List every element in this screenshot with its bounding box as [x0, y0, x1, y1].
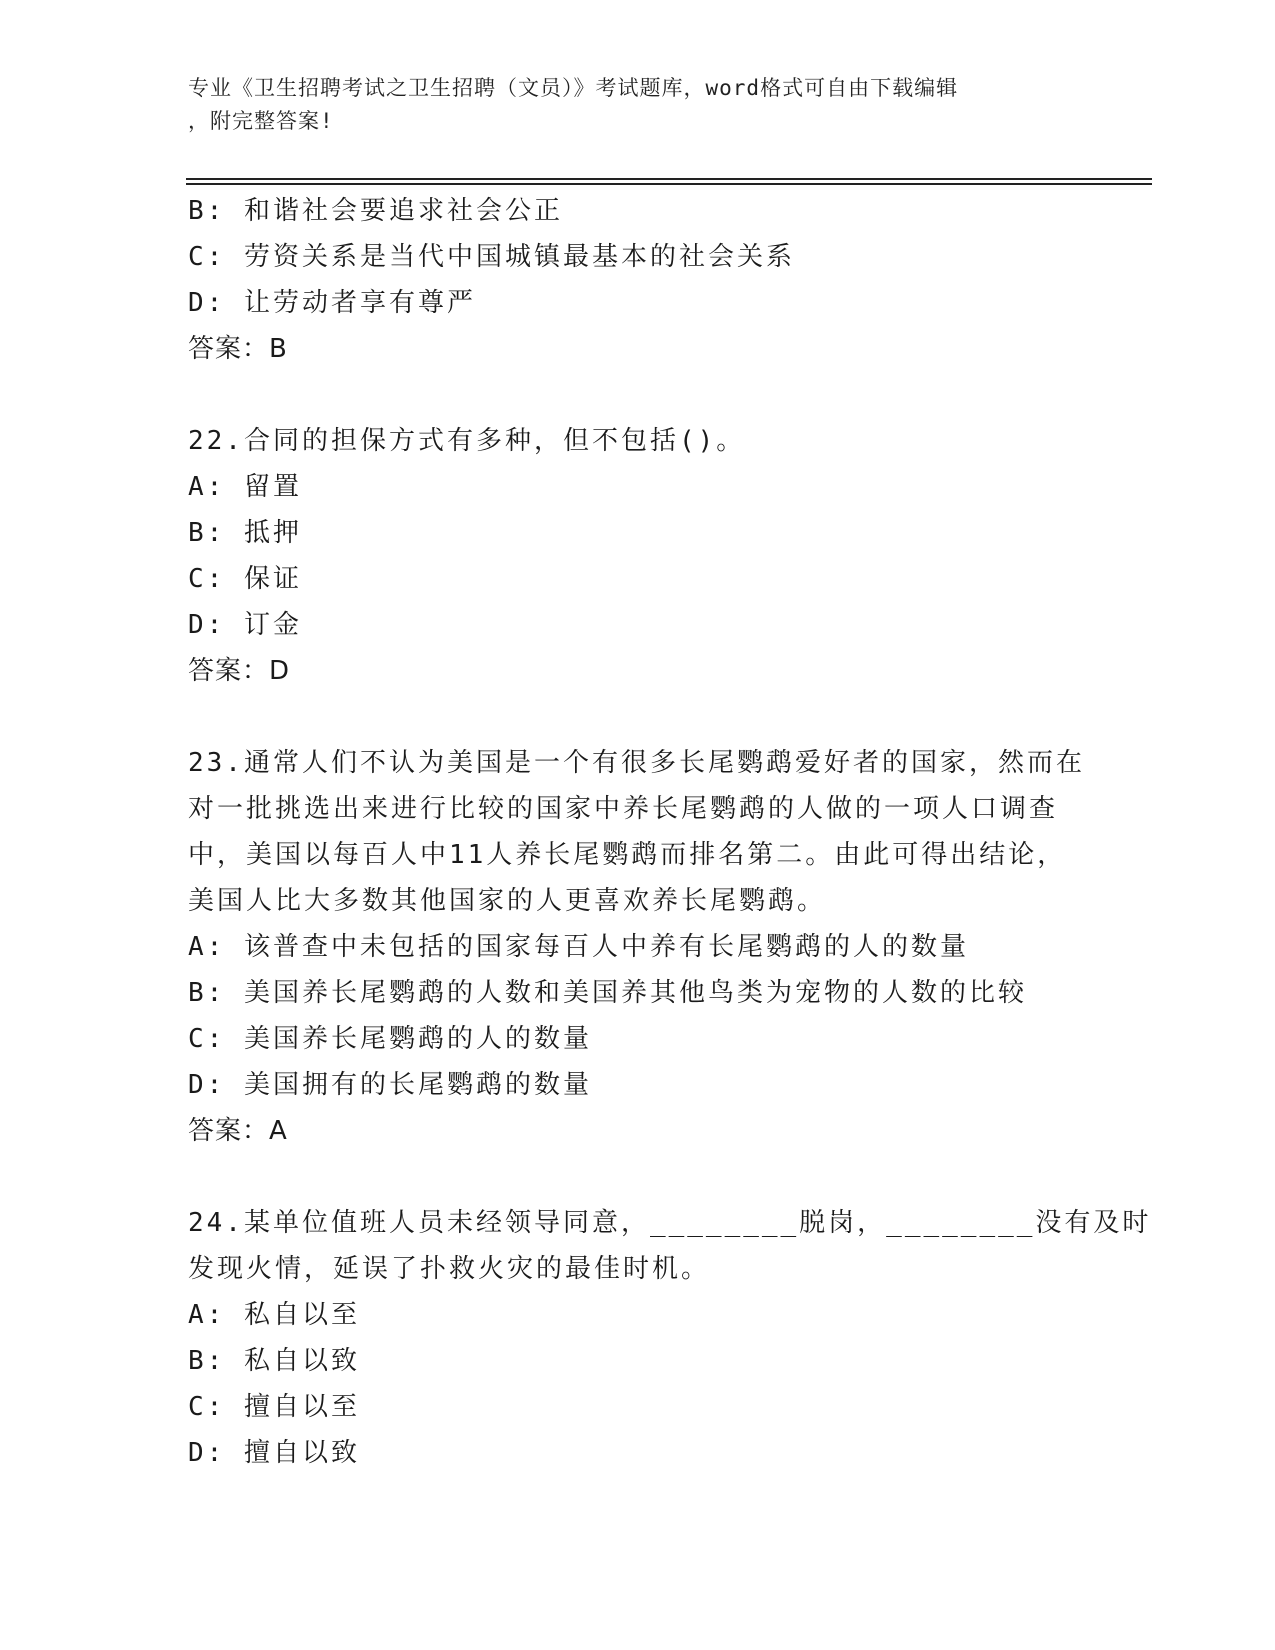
- q24-option-a: A: 私自以至: [188, 1300, 360, 1330]
- q23-option-a: A: 该普查中未包括的国家每百人中养有长尾鹦鹉的人的数量: [188, 932, 969, 962]
- q21-option-b: B: 和谐社会要追求社会公正: [188, 196, 563, 226]
- q23-question-line: 美国人比大多数其他国家的人更喜欢养长尾鹦鹉。: [188, 886, 827, 916]
- q24-option-c: C: 擅自以至: [188, 1392, 360, 1422]
- document-header: [188, 72, 1088, 138]
- q24-option-d: D: 擅自以致: [188, 1438, 360, 1468]
- header-line-2: ，附完整答案!: [188, 109, 334, 133]
- header-divider-top: [186, 178, 1152, 180]
- q22-option-c: C: 保证: [188, 564, 302, 594]
- question-24-block: [188, 1200, 1152, 1476]
- q22-answer: 答案：D: [188, 656, 291, 686]
- document-body: [188, 188, 1152, 1476]
- q22-question: 22.合同的担保方式有多种，但不包括()。: [188, 426, 746, 456]
- q22-option-d: D: 订金: [188, 610, 302, 640]
- spacer: [188, 694, 1088, 740]
- header-line-1: 专业《卫生招聘考试之卫生招聘（文员）》考试题库，word格式可自由下载编辑: [188, 76, 959, 100]
- q23-question-line: 对一批挑选出来进行比较的国家中养长尾鹦鹉的人做的一项人口调查: [188, 794, 1059, 824]
- q21-option-d: D: 让劳动者享有尊严: [188, 288, 476, 318]
- question-22-block: [188, 418, 1088, 694]
- question-23-block: [188, 740, 1088, 1154]
- question-21-block: [188, 188, 1088, 372]
- q22-option-b: B: 抵押: [188, 518, 302, 548]
- q24-option-b: B: 私自以致: [188, 1346, 360, 1376]
- q22-option-a: A: 留置: [188, 472, 302, 502]
- q24-question-line: 发现火情，延误了扑救火灾的最佳时机。: [188, 1254, 711, 1284]
- q23-answer: 答案：A: [188, 1116, 288, 1146]
- header-divider-bottom: [186, 183, 1152, 185]
- spacer: [188, 1154, 1088, 1200]
- q23-question-line: 中，美国以每百人中11人养长尾鹦鹉而排名第二。由此可得出结论，: [188, 840, 1067, 870]
- q23-question-line: 23.通常人们不认为美国是一个有很多长尾鹦鹉爱好者的国家，然而在: [188, 748, 1085, 778]
- q21-answer: 答案：B: [188, 334, 288, 364]
- q21-option-c: C: 劳资关系是当代中国城镇最基本的社会关系: [188, 242, 795, 272]
- q23-option-d: D: 美国拥有的长尾鹦鹉的数量: [188, 1070, 592, 1100]
- q24-question-line: 24.某单位值班人员未经领导同意，________脱岗，________没有及时: [188, 1208, 1152, 1238]
- q23-option-b: B: 美国养长尾鹦鹉的人数和美国养其他鸟类为宠物的人数的比较: [188, 978, 1027, 1008]
- spacer: [188, 372, 1088, 418]
- q23-option-c: C: 美国养长尾鹦鹉的人的数量: [188, 1024, 592, 1054]
